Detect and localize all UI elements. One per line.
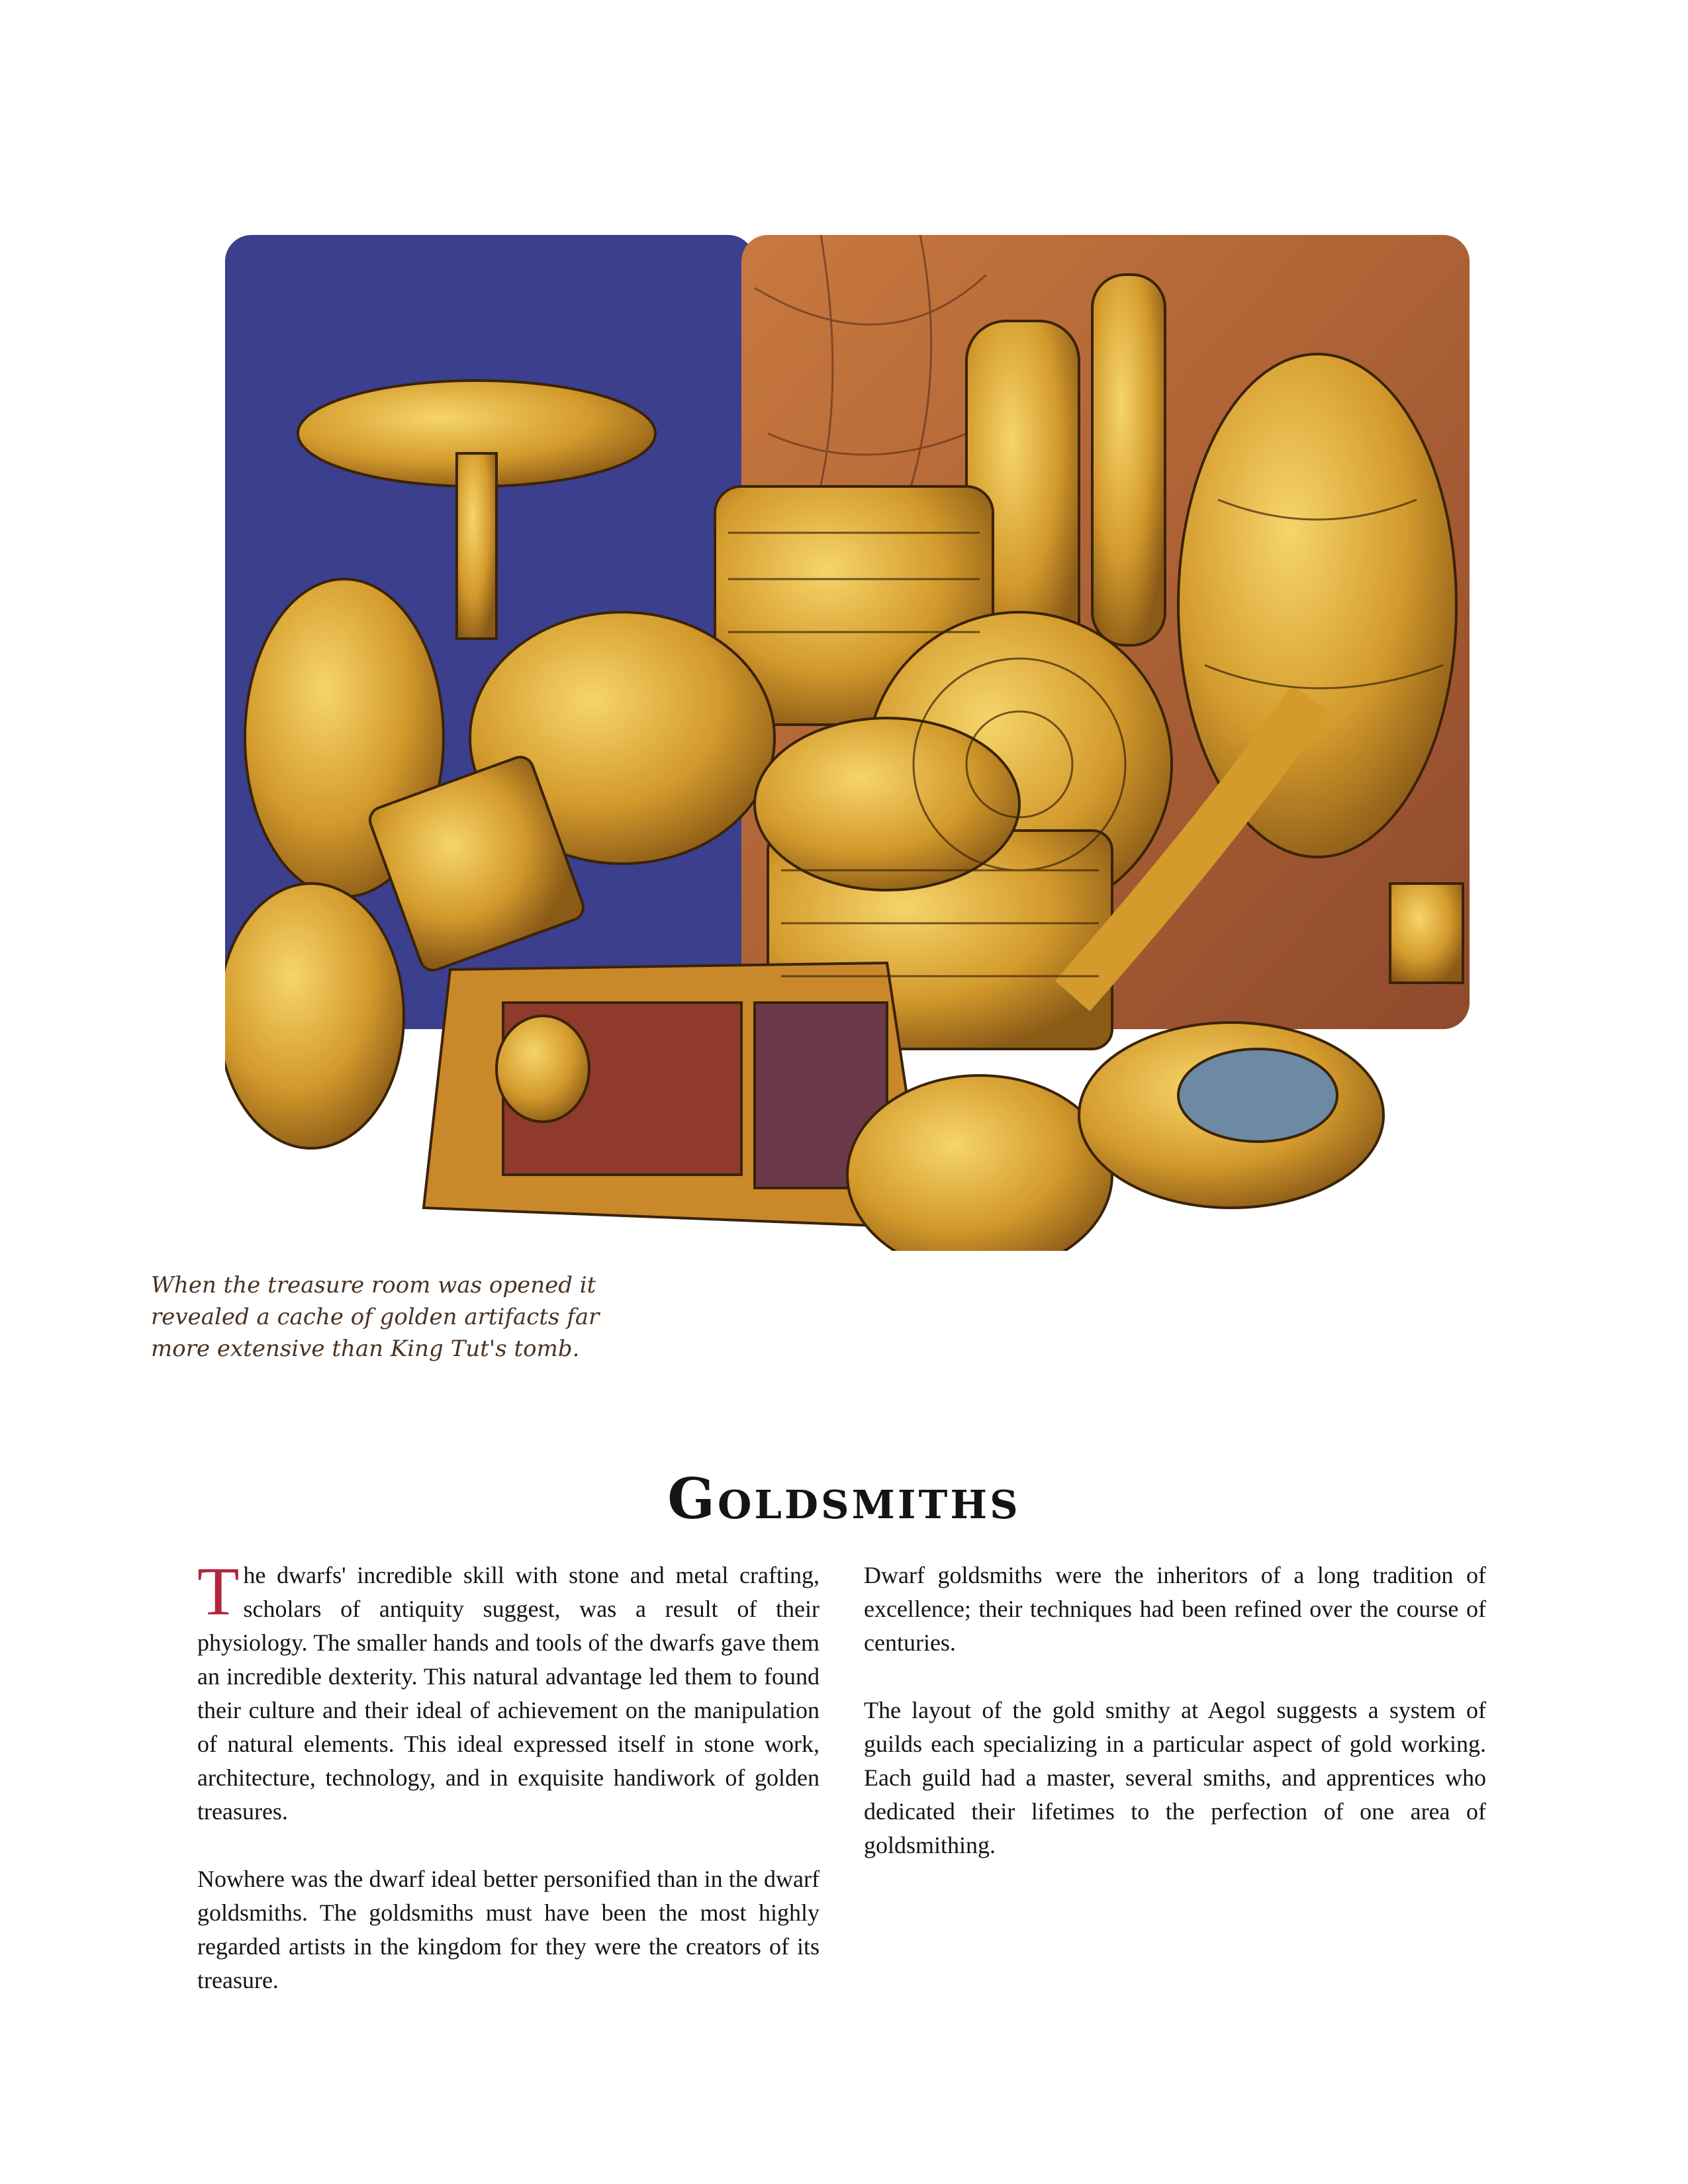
tall-ewer [1178,354,1456,857]
paragraph: Nowhere was the dwarf ideal better personified than in the dwarf goldsmiths. The goldsmiths must have been the most highly regarded artists in the kingdom for they were the creators of its treasure. [197,1866,820,1993]
paragraph: The layout of the gold smithy at Aegol suggests a system of guilds each specializing in a particular aspect of gold working. Each guild had a master, several smiths, and apprentices who dedicated their lifetimes to the perfection of one area of goldsmithing. [864,1697,1486,1858]
section-heading: Goldsmiths [667,1466,1021,1531]
caption-line: When the treasure room was opened it [151,1272,596,1298]
caption-line: revealed a cache of golden artifacts far [151,1304,600,1330]
paragraph: Dwarf goldsmiths were the inheritors of a long tradition of excellence; their techniques had been refined over the course of centuries. [864,1562,1486,1656]
drop-cap: T [197,1553,240,1629]
right-column [864,1559,1486,1896]
left-column [197,1553,820,2031]
illustration-caption [151,1269,614,1365]
caption-line: more extensive than King Tut's tomb. [151,1336,580,1362]
treasure-illustration [225,235,1470,1251]
paragraph [197,1553,820,1829]
paragraph-text: he dwarfs' incredible skill with stone and metal crafting, scholars of antiquity suggest, was a result of their physiology. The smaller hands and tools of the dwarfs gave them an incredible dexterity. This natural advantage led them to found their culture and their ideal of achievement on the manipulation of natural elements. This ideal expressed itself in stone work, architecture, technology, and in exquisite handiwork of golden treasures. [197,1562,820,1825]
